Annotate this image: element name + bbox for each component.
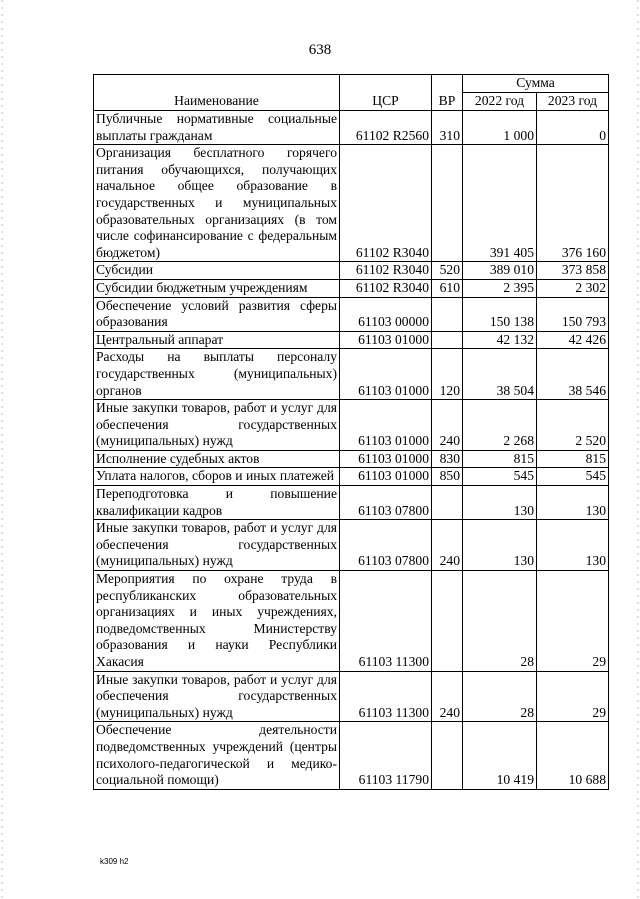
row-vr: 830 <box>432 450 463 468</box>
row-amount-2023: 130 <box>537 486 609 520</box>
table-row <box>94 400 609 451</box>
table-row <box>94 671 609 722</box>
row-amount-2022: 150 138 <box>463 297 537 331</box>
row-amount-2022: 545 <box>463 468 537 486</box>
header-year-2022: 2022 год <box>463 93 537 111</box>
row-name: Обеспечение деятельности подведомственных учреждений (центры психолого-педагогической и медико-социальной помощи) <box>94 722 340 789</box>
row-vr <box>432 145 463 262</box>
row-name: Переподготовка и повышение квалификации кадров <box>94 486 340 520</box>
row-csr: 61103 01000 <box>340 400 432 451</box>
row-name: Субсидии <box>94 262 340 280</box>
header-year-2023: 2023 год <box>537 93 609 111</box>
row-csr: 61103 01000 <box>340 349 432 400</box>
scan-edge-right <box>637 0 639 899</box>
row-amount-2022: 42 132 <box>463 331 537 349</box>
row-csr: 61103 01000 <box>340 450 432 468</box>
row-name: Обеспечение условий развития сферы образования <box>94 297 340 331</box>
table-row <box>94 520 609 571</box>
row-amount-2023: 150 793 <box>537 297 609 331</box>
row-csr: 61103 11790 <box>340 722 432 789</box>
row-amount-2023: 38 546 <box>537 349 609 400</box>
header-sum: Сумма <box>463 75 609 93</box>
row-amount-2022: 38 504 <box>463 349 537 400</box>
header-name: Наименование <box>94 75 340 111</box>
row-vr: 240 <box>432 400 463 451</box>
table-row <box>94 571 609 672</box>
table-row <box>94 279 609 297</box>
table-row <box>94 111 609 145</box>
row-vr <box>432 722 463 789</box>
table-row <box>94 486 609 520</box>
row-amount-2022: 28 <box>463 671 537 722</box>
row-name: Расходы на выплаты персоналу государственных (муниципальных) органов <box>94 349 340 400</box>
table-row <box>94 349 609 400</box>
row-amount-2023: 130 <box>537 520 609 571</box>
row-name: Уплата налогов, сборов и иных платежей <box>94 468 340 486</box>
row-amount-2023: 42 426 <box>537 331 609 349</box>
row-amount-2022: 1 000 <box>463 111 537 145</box>
table-row <box>94 145 609 262</box>
row-vr: 610 <box>432 279 463 297</box>
row-csr: 61102 R3040 <box>340 279 432 297</box>
row-amount-2022: 130 <box>463 486 537 520</box>
row-amount-2023: 29 <box>537 571 609 672</box>
row-amount-2023: 815 <box>537 450 609 468</box>
row-name: Мероприятия по охране труда в республиканских образовательных организациях и иных учреждениях, подведомственных Министерству образования и науки Республики Хакасия <box>94 571 340 672</box>
row-name: Организация бесплатного горячего питания обучающихся, получающих начальное общее образование в государственных и муниципальных образовательных организациях (в том числе софинансирование с федеральным бюджетом) <box>94 145 340 262</box>
row-csr: 61103 11300 <box>340 571 432 672</box>
row-csr: 61102 R3040 <box>340 262 432 280</box>
row-name: Исполнение судебных актов <box>94 450 340 468</box>
row-vr: 520 <box>432 262 463 280</box>
row-vr: 240 <box>432 671 463 722</box>
row-amount-2022: 2 395 <box>463 279 537 297</box>
row-vr: 850 <box>432 468 463 486</box>
table-row <box>94 468 609 486</box>
row-amount-2022: 391 405 <box>463 145 537 262</box>
row-amount-2023: 10 688 <box>537 722 609 789</box>
row-name: Центральный аппарат <box>94 331 340 349</box>
row-amount-2022: 10 419 <box>463 722 537 789</box>
table-row <box>94 297 609 331</box>
row-csr: 61103 07800 <box>340 486 432 520</box>
row-name: Иные закупки товаров, работ и услуг для обеспечения государственных (муниципальных) нужд <box>94 671 340 722</box>
row-amount-2022: 130 <box>463 520 537 571</box>
row-name: Публичные нормативные социальные выплаты гражданам <box>94 111 340 145</box>
row-amount-2022: 28 <box>463 571 537 672</box>
row-amount-2022: 815 <box>463 450 537 468</box>
row-csr: 61103 11300 <box>340 671 432 722</box>
header-vr: ВР <box>432 75 463 111</box>
table-row <box>94 331 609 349</box>
row-csr: 61103 01000 <box>340 468 432 486</box>
table-row <box>94 262 609 280</box>
row-amount-2023: 376 160 <box>537 145 609 262</box>
row-amount-2023: 2 302 <box>537 279 609 297</box>
row-vr <box>432 486 463 520</box>
page-number: 638 <box>308 42 332 58</box>
row-csr: 61103 07800 <box>340 520 432 571</box>
budget-table <box>93 74 609 790</box>
row-amount-2022: 389 010 <box>463 262 537 280</box>
row-csr: 61103 00000 <box>340 297 432 331</box>
row-amount-2023: 0 <box>537 111 609 145</box>
row-amount-2023: 29 <box>537 671 609 722</box>
table-row <box>94 450 609 468</box>
footer-code: k309 h2 <box>100 857 129 866</box>
row-vr <box>432 297 463 331</box>
row-csr: 61103 01000 <box>340 331 432 349</box>
row-vr <box>432 571 463 672</box>
row-csr: 61102 R3040 <box>340 145 432 262</box>
row-vr: 240 <box>432 520 463 571</box>
table-row <box>94 722 609 789</box>
row-vr: 310 <box>432 111 463 145</box>
row-amount-2023: 373 858 <box>537 262 609 280</box>
row-amount-2023: 545 <box>537 468 609 486</box>
row-vr: 120 <box>432 349 463 400</box>
row-name: Субсидии бюджетным учреждениям <box>94 279 340 297</box>
row-amount-2023: 2 520 <box>537 400 609 451</box>
scan-edge-left <box>1 0 3 899</box>
header-csr: ЦСР <box>340 75 432 111</box>
row-amount-2022: 2 268 <box>463 400 537 451</box>
row-name: Иные закупки товаров, работ и услуг для обеспечения государственных (муниципальных) нужд <box>94 520 340 571</box>
row-vr <box>432 331 463 349</box>
row-name: Иные закупки товаров, работ и услуг для обеспечения государственных (муниципальных) нужд <box>94 400 340 451</box>
row-csr: 61102 R2560 <box>340 111 432 145</box>
